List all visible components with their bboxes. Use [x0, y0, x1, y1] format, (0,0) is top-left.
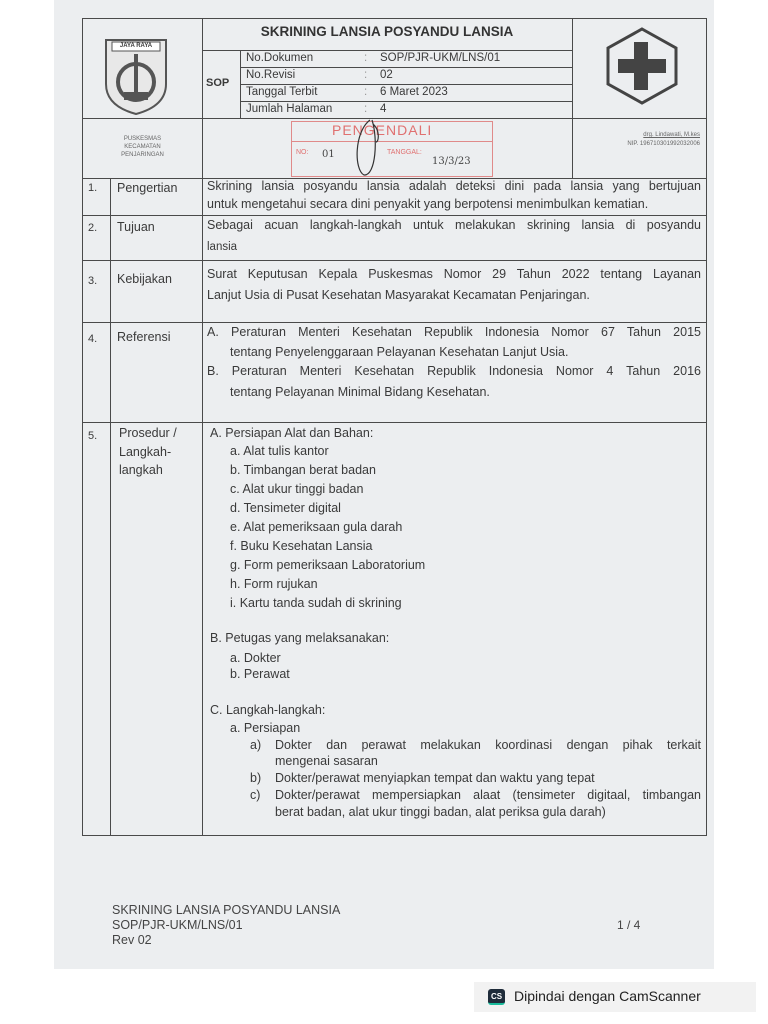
camscanner-text: Dipindai dengan CamScanner [514, 988, 701, 1004]
section-number: 3. [88, 275, 98, 287]
stamp-date-value: 13/3/23 [432, 156, 471, 167]
section-label: Langkah- [119, 445, 172, 459]
section-label: Tujuan [117, 220, 155, 234]
subsection-title: A. Persiapan Alat dan Bahan: [210, 426, 374, 440]
stamp-no-value: 01 [322, 149, 335, 160]
field-colon: : [364, 52, 368, 64]
jakarta-logo [100, 34, 172, 116]
section-label: langkah [119, 463, 163, 477]
step-marker: b) [250, 771, 262, 785]
stamp-title: PENGENDALI [332, 122, 433, 138]
section-label: Referensi [117, 330, 171, 344]
subsection-title: C. Langkah-langkah: [210, 703, 326, 717]
footer-title: SKRINING LANSIA POSYANDU LANSIA [112, 903, 341, 917]
logo-text: JAYA RAYA [119, 43, 153, 49]
section-text: lansia [207, 241, 238, 253]
signer-name: drg. Lindawati, M.kes [643, 132, 700, 138]
page-footer [112, 903, 340, 948]
field-colon: : [364, 86, 368, 98]
list-item: d. Tensimeter digital [230, 501, 341, 515]
control-stamp [291, 121, 493, 177]
field-label: No.Dokumen [246, 52, 314, 64]
document-title: SKRINING LANSIA POSYANDU LANSIA [260, 24, 514, 39]
list-item: a. Dokter [230, 651, 281, 665]
section-text: Lanjut Usia di Pusat Kesehatan Masyarakat Kecamatan Penjaringan. [207, 288, 590, 302]
stamp-date-label: TANGGAL: [387, 149, 422, 156]
stamp-no-label: NO: [296, 149, 309, 156]
footer-revision: Rev 02 [112, 933, 152, 947]
sop-label: SOP [206, 77, 230, 89]
list-item: a. Persiapan [230, 721, 301, 735]
list-item: a. Alat tulis kantor [230, 444, 329, 458]
reference-text: B. Peraturan Menteri Kesehatan Republik Indonesia Nomor 4 Tahun 2016 [207, 364, 701, 378]
signer-nip: NIP. 196710301992032006 [627, 141, 700, 147]
caption-line: PENJARINGAN [121, 152, 164, 158]
list-item: b. Timbangan berat badan [230, 463, 376, 477]
list-item: b. Perawat [230, 667, 290, 681]
step-text: Dokter/perawat mempersiapkan alaat (tensimeter digitaal, timbangan [275, 788, 701, 802]
field-colon: : [364, 69, 368, 81]
list-item: f. Buku Kesehatan Lansia [230, 539, 373, 553]
section-number: 4. [88, 333, 98, 345]
section-text: untuk mengetahui secara dini penyakit yang berpotensi menimbulkan kematian. [207, 197, 649, 211]
section-text: Sebagai acuan langkah-langkah untuk melakukan skrining lansia di posyandu [207, 218, 701, 232]
reference-text: A. Peraturan Menteri Kesehatan Republik Indonesia Nomor 67 Tahun 2015 [207, 325, 701, 339]
signature-scribble [352, 118, 382, 178]
camscanner-logo-icon: CS [488, 989, 505, 1005]
section-number: 5. [88, 430, 98, 442]
caption-line: PUSKESMAS [123, 136, 162, 142]
field-label: No.Revisi [246, 69, 296, 81]
footer-doc-number: SOP/PJR-UKM/LNS/01 [112, 918, 243, 932]
page-number: 1 / 4 [617, 918, 641, 932]
kemenkes-logo [604, 26, 680, 106]
camscanner-watermark [474, 982, 756, 1012]
signer [578, 131, 700, 149]
section-label: Prosedur / [119, 426, 177, 440]
list-item: i. Kartu tanda sudah di skrining [230, 596, 402, 610]
section-label: Kebijakan [117, 272, 172, 286]
field-label: Jumlah Halaman [246, 103, 333, 115]
subsection-title: B. Petugas yang melaksanakan: [210, 631, 390, 645]
section-label: Pengertian [117, 181, 178, 195]
reference-text: tentang Penyelenggaraan Pelayanan Kesehatan Lanjut Usia. [230, 345, 569, 359]
step-marker: a) [250, 738, 262, 752]
list-item: c. Alat ukur tinggi badan [230, 482, 364, 496]
step-marker: c) [250, 788, 261, 802]
list-item: h. Form rujukan [230, 577, 318, 591]
step-text: Dokter/perawat menyiapkan tempat dan waktu yang tepat [275, 771, 595, 785]
section-text: Skrining lansia posyandu lansia adalah deteksi dini pada lansia yang bertujuan [207, 179, 701, 193]
step-text: Dokter dan perawat melakukan koordinasi dengan pihak terkait [275, 738, 701, 752]
field-colon: : [364, 103, 368, 115]
section-number: 1. [88, 182, 98, 194]
puskesmas-caption [95, 135, 190, 159]
section-text: Surat Keputusan Kepala Puskesmas Nomor 29 Tahun 2022 tentang Layanan [207, 267, 701, 281]
field-value: 6 Maret 2023 [380, 86, 448, 98]
list-item: g. Form pemeriksaan Laboratorium [230, 558, 426, 572]
field-value: SOP/PJR-UKM/LNS/01 [380, 52, 501, 64]
field-label: Tanggal Terbit [246, 86, 318, 98]
list-item: e. Alat pemeriksaan gula darah [230, 520, 403, 534]
section-number: 2. [88, 222, 98, 234]
step-text: mengenai sasaran [275, 754, 378, 768]
step-text: berat badan, alat ukur tinggi badan, alat periksa gula darah) [275, 805, 606, 819]
field-value: 02 [380, 69, 393, 81]
field-value: 4 [380, 103, 387, 115]
reference-text: tentang Pelayanan Minimal Bidang Kesehatan. [230, 385, 490, 399]
caption-line: KECAMATAN [124, 144, 161, 150]
